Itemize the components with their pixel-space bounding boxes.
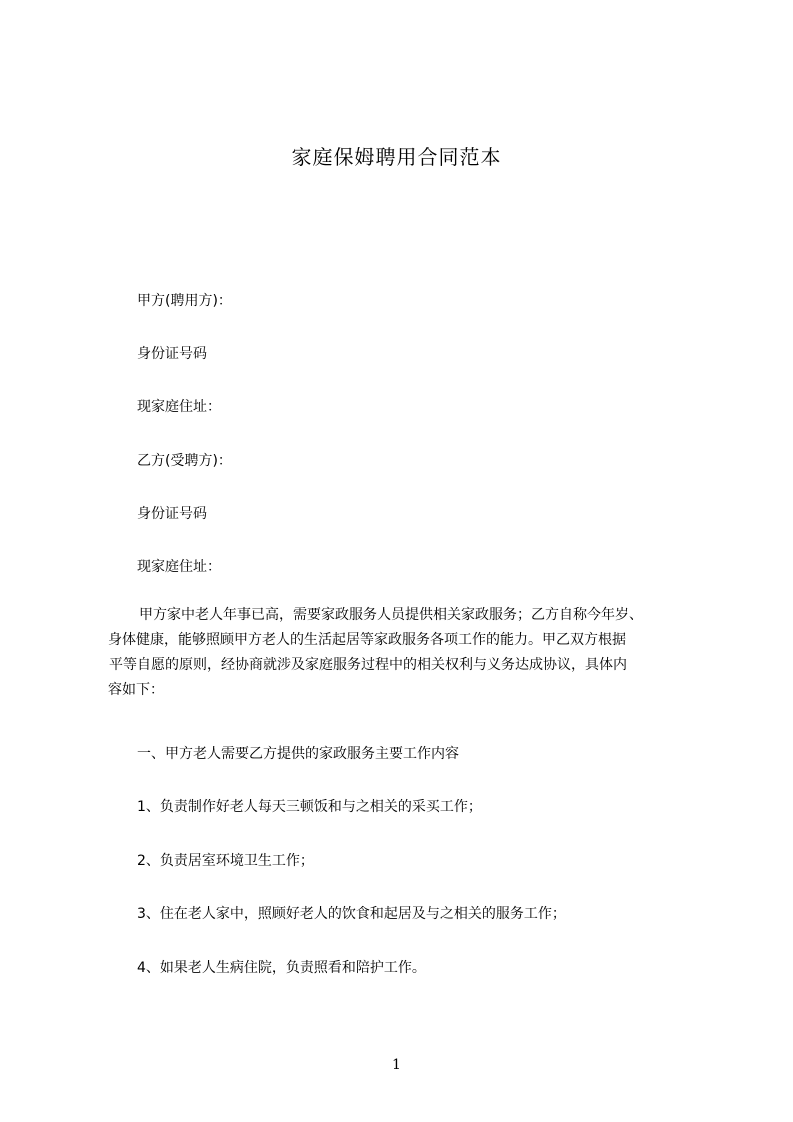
party-a-id-label: 身份证号码 <box>137 346 207 362</box>
page-number: 1 <box>392 1057 401 1073</box>
intro-line: 平等自愿的原则，经协商就涉及家庭服务过程中的相关权利与义务达成协议，具体内 <box>109 657 627 673</box>
section-1-heading: 一、甲方老人需要乙方提供的家政服务主要工作内容 <box>137 746 459 762</box>
list-item: 1、负责制作好老人每天三顿饭和与之相关的采买工作； <box>137 799 482 815</box>
intro-line: 身体健康，能够照顾甲方老人的生活起居等家政服务各项工作的能力。甲乙双方根据 <box>108 632 626 648</box>
party-b-id-label: 身份证号码 <box>137 506 207 522</box>
intro-line: 容如下： <box>108 682 164 698</box>
party-b-label: 乙方(受聘方)： <box>137 453 232 469</box>
list-item: 2、负责居室环境卫生工作； <box>137 853 314 869</box>
list-item: 3、住在老人家中，照顾好老人的饮食和起居及与之相关的服务工作； <box>137 906 566 922</box>
party-a-label: 甲方(聘用方)： <box>137 293 232 309</box>
intro-paragraph <box>108 603 700 703</box>
list-item: 4、如果老人生病住院，负责照看和陪护工作。 <box>137 960 426 976</box>
party-b-address-label: 现家庭住址： <box>137 559 221 575</box>
document-title: 家庭保姆聘用合同范本 <box>291 145 502 169</box>
party-a-address-label: 现家庭住址： <box>137 399 221 415</box>
intro-line: 甲方家中老人年事已高，需要家政服务人员提供相关家政服务；乙方自称今年岁、 <box>139 607 643 623</box>
